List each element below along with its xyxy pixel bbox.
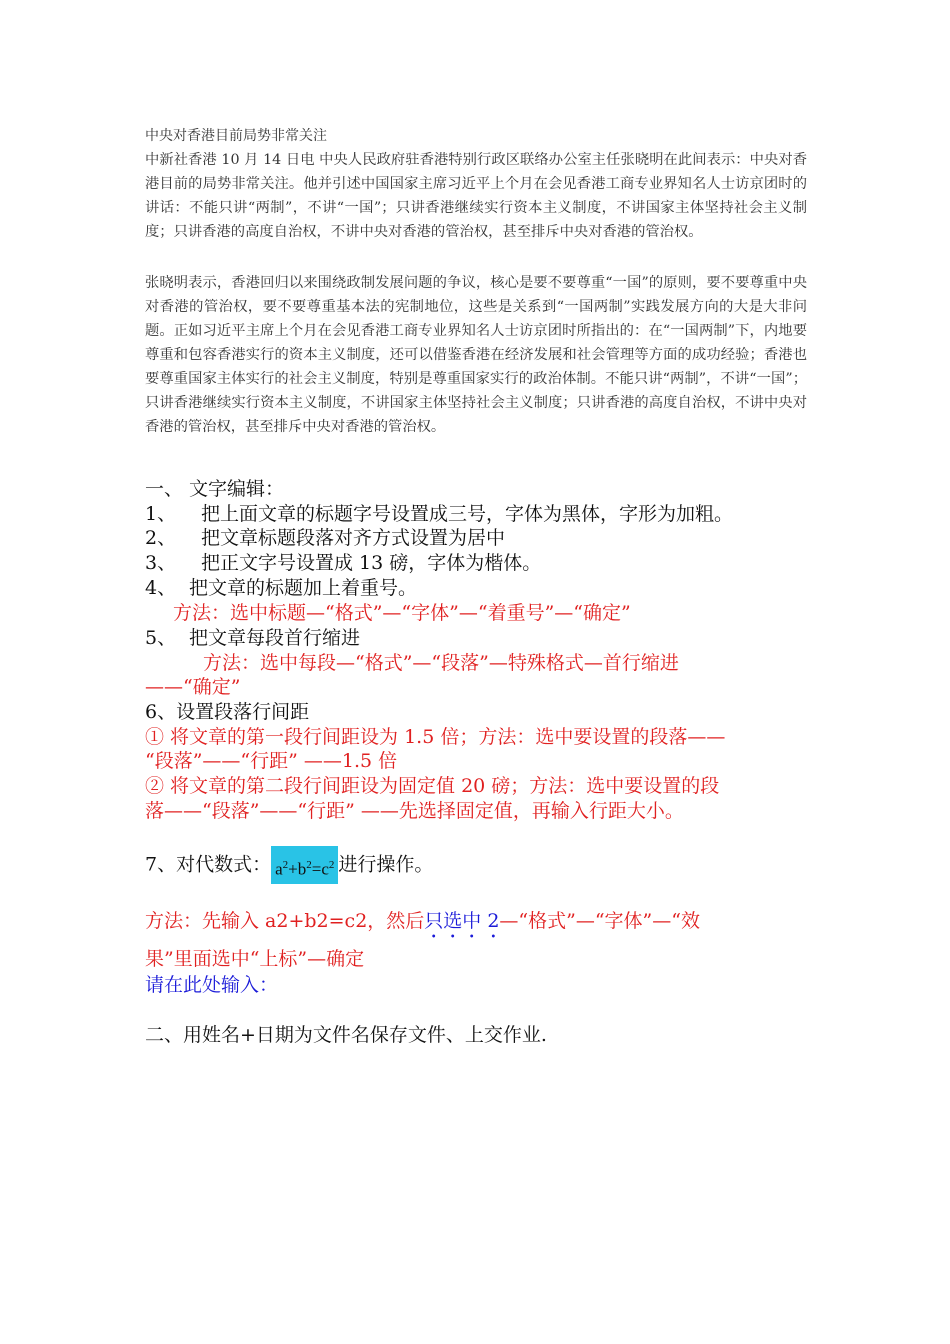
task-6-item-1-cont: “段落”——“行距” ——1.5 倍 (145, 750, 398, 772)
formula-image: $a^2+b^2=c^2$ (271, 846, 338, 884)
task-5-method-cont: ——“确定” (145, 676, 241, 698)
task-6-item-2-cont: 落——“段落”——“行距” ——先选择固定值，再输入行距大小。 (145, 800, 684, 822)
task-5 (145, 623, 360, 650)
task-7 (145, 846, 433, 884)
task-3-number: 3、 (145, 552, 177, 574)
emphasized-text: 只选中 2 (424, 910, 500, 932)
task-6-item-2: ② 将文章的第二段行间距设为固定值 20 磅；方法：选中要设置的段 (145, 775, 720, 797)
task-1-number: 1、 (145, 503, 177, 525)
task-6-item-1: ① 将文章的第一段行间距设为 1.5 倍；方法：选中要设置的段落—— (145, 726, 726, 748)
task-4 (145, 573, 417, 600)
task-2-number: 2、 (145, 527, 177, 549)
task-4-number: 4、 (145, 577, 177, 599)
article-paragraph-1: 中新社香港 10 月 14 日电 中央人民政府驻香港特别行政区联络办公室主任张晓明在此间表示：中央对香港目前的局势非常关注。他并引述中国国家主席习近平上个月在会见香港工商专业界知名人士访京团时的讲话：不能只讲“两制”，不讲“一国”；只讲香港继续实行资本主义制度，不讲国家主体坚持社会主义制度；只讲香港的高度自治权，不讲中央对香港的管治权，甚至排斥中央对香港的管治权。 (145, 152, 807, 240)
section-two-heading: 二、用姓名+日期为文件名保存文件、上交作业. (145, 1024, 547, 1046)
task-7-method: 方法：先输入 a2+b2=c2，然后只选中 2—“格式”—“字体”—“效 (145, 910, 700, 932)
task-7-method-cont: 果”里面选中“上标”—确定 (145, 948, 365, 970)
task-3-text: 把正文字号设置成 13 磅，字体为楷体。 (201, 552, 542, 574)
input-prompt[interactable]: 请在此处输入： (145, 974, 279, 996)
task-1 (145, 499, 733, 526)
task-2-text: 把文章标题段落对齐方式设置为居中 (201, 527, 506, 549)
task-3 (145, 548, 541, 575)
task-1-text: 把上面文章的标题字号设置成三号，字体为黑体，字形为加粗。 (201, 503, 734, 525)
article-paragraph-2: 张晓明表示，香港回归以来围绕政制发展问题的争议，核心是要不要尊重“一国”的原则，要不要尊重中央对香港的管治权，要不要尊重基本法的宪制地位，这些是关系到“一国两制”实践发展方向的大是大非问题。正如习近平主席上个月在会见香港工商专业界知名人士访京团时所指出的：在“一国两制”下，内地要尊重和包容香港实行的资本主义制度，还可以借鉴香港在经济发展和社会管理等方面的成功经验；香港也要尊重国家主体实行的社会主义制度，特别是尊重国家实行的政治体制。不能只讲“两制”，不讲“一国”；只讲香港继续实行资本主义制度，不讲国家主体坚持社会主义制度；只讲香港的高度自治权，不讲中央对香港的管治权，甚至排斥中央对香港的管治权。 (145, 275, 807, 435)
task-4-method: 方法：选中标题—“格式”—“字体”—“着重号”—“确定” (173, 602, 631, 624)
task-5-method: 方法：选中每段—“格式”—“段落”—特殊格式—首行缩进 (203, 652, 679, 674)
task-6: 6、设置段落行间距 (145, 701, 310, 723)
task-2 (145, 523, 505, 550)
task-5-text: 把文章每段首行缩进 (189, 627, 361, 649)
task-7-prefix: 7、对代数式： (145, 853, 272, 876)
task-4-text: 把文章的标题加上着重号。 (189, 577, 418, 599)
task-7-suffix: 进行操作。 (338, 853, 434, 876)
section-one-heading: 一、 文字编辑： (145, 478, 285, 500)
article-title: 中央对香港目前局势非常关注 (145, 128, 327, 144)
task-5-number: 5、 (145, 627, 177, 649)
